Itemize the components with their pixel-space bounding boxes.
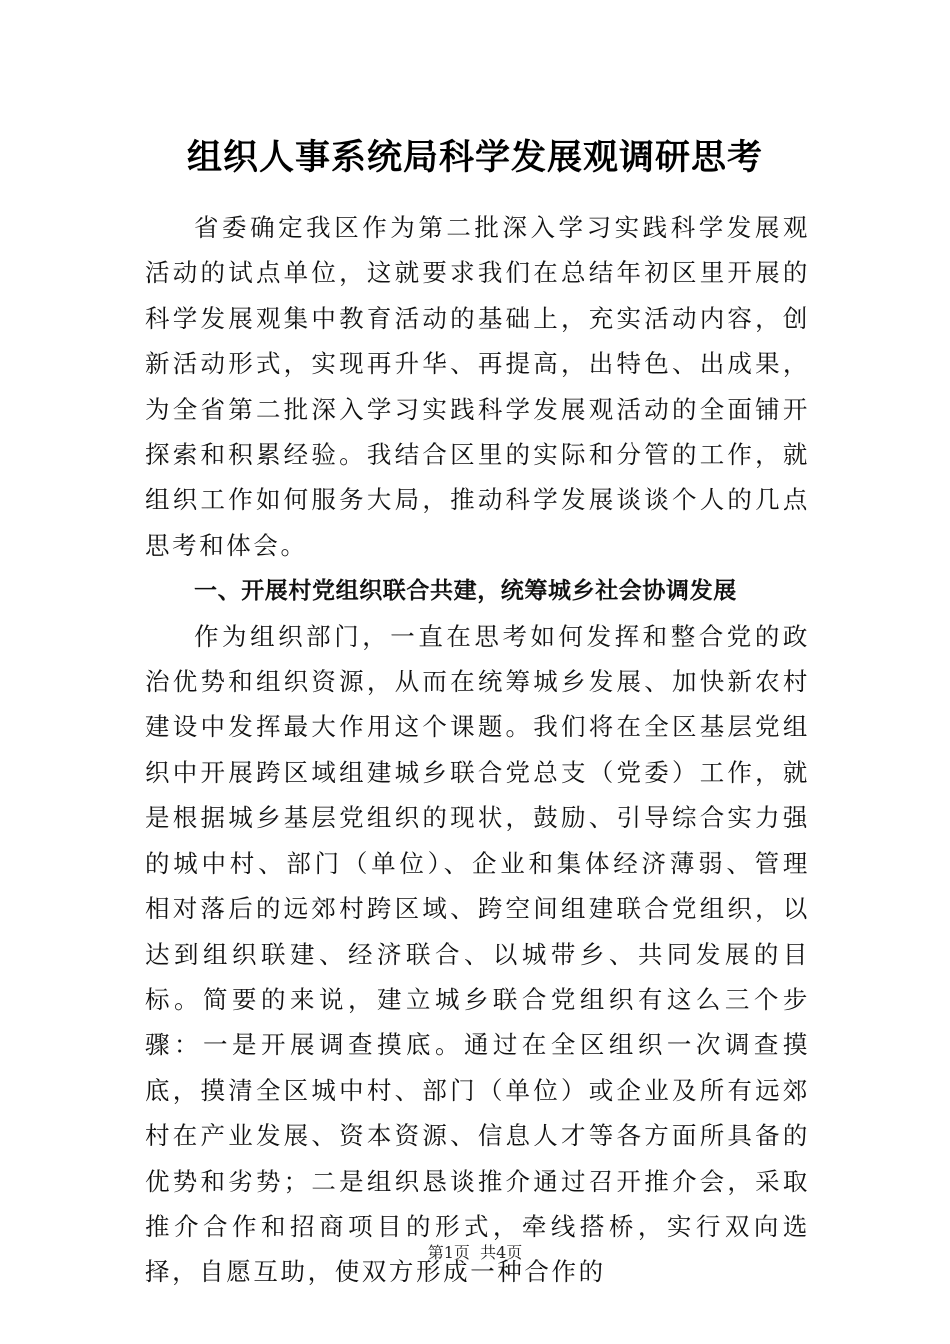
document-title: 组织人事系统局科学发展观调研思考 [186,137,763,178]
page-number-footer: 第1页 共4页 [427,1243,523,1262]
paragraph-section-1: 作为组织部门，一直在思考如何发挥和整合党的政治优势和组织资源，从而在统筹城乡发展、加快新农村建设中发挥最大作用这个课题。我们将在全区基层党组织中开展跨区域组建城乡联合党总支（党委）工作，就是根据城乡基层党组织的现状，鼓励、引导综合实力强的城中村、部门（单位）、企业和集体经济薄弱、管理相对落后的远郊村跨区域、跨空间组建联合党组织，以达到组织联建、经济联合、以城带乡、共同发展的目标。简要的来说，建立城乡联合党组织有这么三个步骤：一是开展调查摸底。通过在全区组织一次调查摸底，摸清全区城中村、部门（单位）或企业及所有远郊村在产业发展、资本资源、信息人才等各方面所具备的优势和劣势；二是组织恳谈推介通过召开推介会，采取推介合作和招商项目的形式，牵线搭桥，实行双向选择，自愿互助，使双方形成一种合作的 [145,621,810,1287]
section-heading-1: 一、开展村党组织联合共建，统筹城乡社会协调发展 [194,577,737,605]
document-body [145,205,810,1295]
paragraph-intro: 省委确定我区作为第二批深入学习实践科学发展观活动的试点单位，这就要求我们在总结年初区里开展的科学发展观集中教育活动的基础上，充实活动内容，创新活动形式，实现再升华、再提高，出特色、出成果，为全省第二批深入学习实践科学发展观活动的全面铺开探索和积累经验。我结合区里的实际和分管的工作，就组织工作如何服务大局，推动科学发展谈谈个人的几点思考和体会。 [145,213,810,560]
